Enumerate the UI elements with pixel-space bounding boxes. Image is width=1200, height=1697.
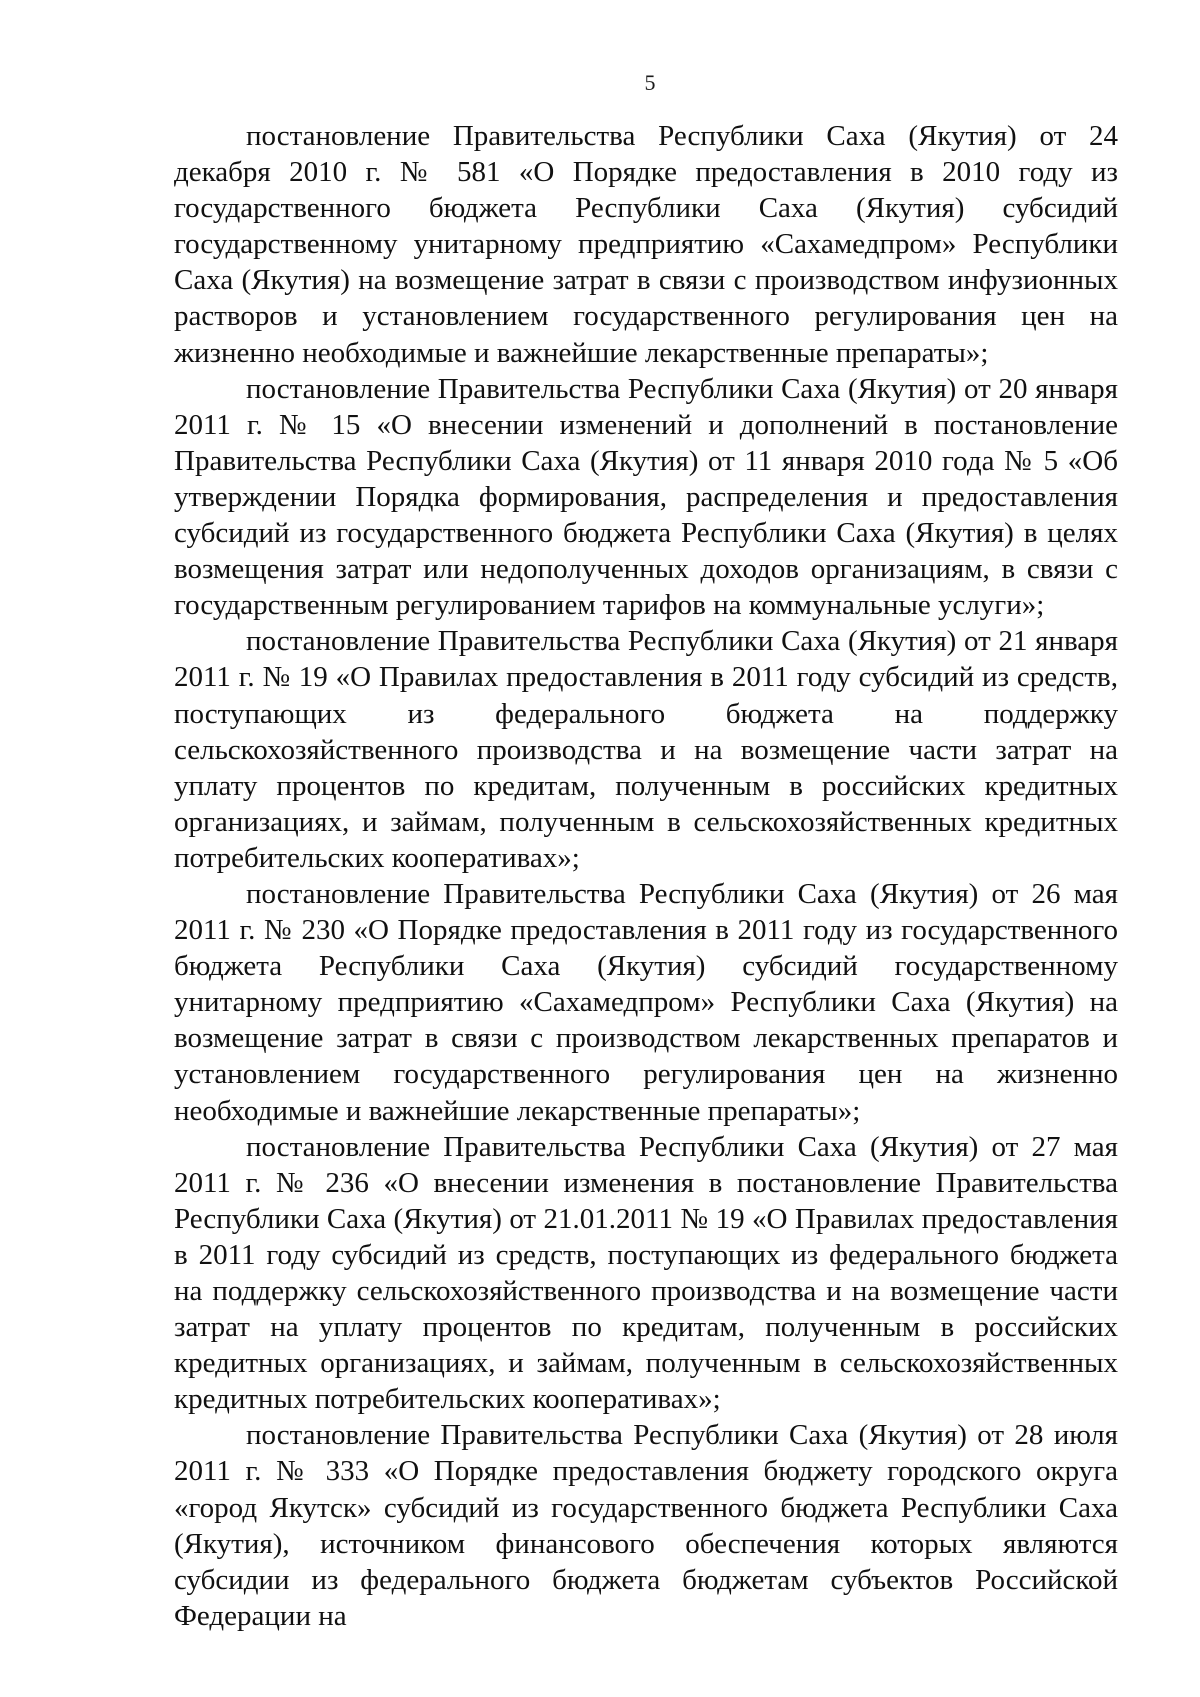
document-body bbox=[174, 118, 1118, 1634]
paragraph-resolution-230: постановление Правительства Республики Саха (Якутия) от 26 мая 2011 г. № 230 «О Порядке предоставления в 2011 году из государственного бюджета Республики Саха (Якутия) субсидий государственному унитарному предприятию «Сахамедпром» Республики Саха (Якутия) на возмещение затрат в связи с производством лекарственных препаратов и установлением государственного регулирования цен на жизненно необходимые и важнейшие лекарственные препараты»; bbox=[174, 877, 1118, 1127]
paragraph-resolution-15: постановление Правительства Республики Саха (Якутия) от 20 января 2011 г. № 15 «О внесении изменений и дополнений в постановление Правительства Республики Саха (Якутия) от 11 января 2010 года № 5 «Об утверждении Порядка формирования, распределения и предоставления субсидий из государственного бюджета Республики Саха (Якутия) в целях возмещения затрат или недополученных доходов организациям, в связи с государственным регулированием тарифов на коммунальные услуги»; bbox=[174, 372, 1118, 622]
page-number: 5 bbox=[644, 70, 656, 95]
paragraph-resolution-236: постановление Правительства Республики Саха (Якутия) от 27 мая 2011 г. № 236 «О внесении изменения в постановление Правительства Республики Саха (Якутия) от 21.01.2011 № 19 «О Правилах предоставления в 2011 году субсидий из средств, поступающих из федерального бюджета на поддержку сельскохозяйственного производства и на возмещение части затрат на уплату процентов по кредитам, полученным в российских кредитных организациях, и займам, полученным в сельскохозяйственных кредитных потребительских кооперативах»; bbox=[174, 1130, 1118, 1416]
paragraph-resolution-581: постановление Правительства Республики Саха (Якутия) от 24 декабря 2010 г. № 581 «О Порядке предоставления в 2010 году из государственного бюджета Республики Саха (Якутия) субсидий государственному унитарному предприятию «Сахамедпром» Республики Саха (Якутия) на возмещение затрат в связи с производством инфузионных растворов и установлением государственного регулирования цен на жизненно необходимые и важнейшие лекарственные препараты»; bbox=[174, 120, 1118, 369]
paragraph-resolution-19: постановление Правительства Республики Саха (Якутия) от 21 января 2011 г. № 19 «О Правилах предоставления в 2011 году субсидий из средств, поступающих из федерального бюджета на поддержку сельскохозяйственного производства и на возмещение части затрат на уплату процентов по кредитам, полученным в российских кредитных организациях, и займам, полученным в сельскохозяйственных кредитных потребительских кооперативах»; bbox=[174, 625, 1118, 874]
paragraph-resolution-333: постановление Правительства Республики Саха (Якутия) от 28 июля 2011 г. № 333 «О Порядке предоставления бюджету городского округа «город Якутск» субсидий из государственного бюджета Республики Саха (Якутия), источником финансового обеспечения которых являются субсидии из федерального бюджета бюджетам субъектов Российской Федерации на bbox=[174, 1419, 1118, 1632]
